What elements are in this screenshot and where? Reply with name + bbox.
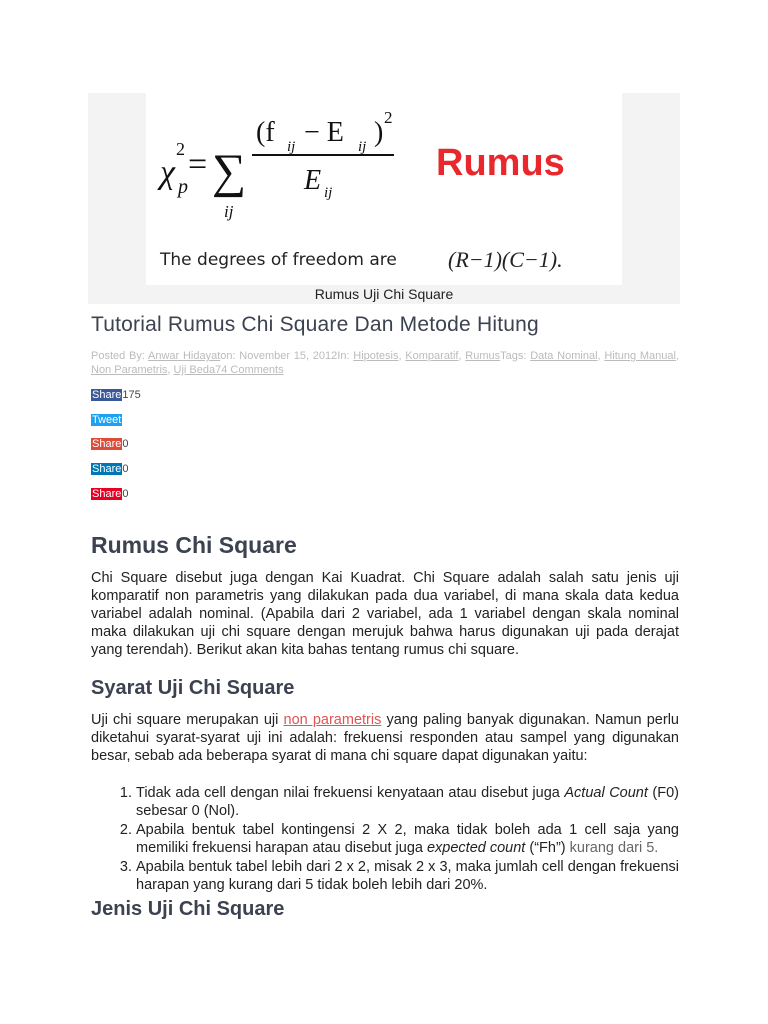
share-linkedin[interactable]: [91, 462, 128, 476]
share-linkedin-count: 0: [122, 463, 129, 475]
meta-tag-uji-beda[interactable]: Uji Beda: [173, 364, 216, 376]
meta-author-link[interactable]: Anwar Hidayat: [148, 350, 221, 362]
paragraph-syarat-uji: [91, 711, 679, 765]
share-google[interactable]: [91, 437, 128, 451]
syarat-list: [91, 784, 679, 895]
item1-em: Actual Count: [564, 785, 648, 801]
list-item: [136, 858, 679, 894]
share-pinterest[interactable]: [91, 487, 128, 501]
list-item: [136, 784, 679, 820]
formula-word: Rumus: [436, 142, 565, 184]
formula-num-close: ): [374, 117, 384, 148]
formula-denominator: E: [304, 165, 322, 196]
paragraph-rumus-chi-square: Chi Square disebut juga dengan Kai Kuadrat. Chi Square adalah salah satu jenis uji komparatif non parametris yang dilakukan pada dua variabel, di mana skala data kedua variabel adalah nominal. (Apabila dari 2 variabel, ada 1 variabel dengan skala nominal maka dilakukan uji chi square dengan merujuk bahwa harus digunakan uji pada derajat yang terendah). Berikut akan kita bahas tentang rumus chi square.: [91, 570, 679, 658]
meta-date: on: November 15, 2012: [220, 350, 338, 362]
item2-em: expected count: [426, 840, 526, 856]
item1-before: Tidak ada cell dengan nilai frekuensi kenyataan atau disebut juga: [136, 785, 565, 801]
share-twitter-button[interactable]: Tweet: [92, 414, 122, 426]
syarat-text-before: Uji chi square merupakan uji: [91, 712, 284, 728]
heading-jenis-uji: Jenis Uji Chi Square: [91, 898, 285, 920]
post-meta: Posted By: Anwar Hidayaton: November 15, 2012In: Hipotesis, Komparatif, RumusTags: Data Nominal, Hitung Manual, Non Parametris, Uji Beda74 Comments: [91, 350, 679, 376]
heading-rumus-chi-square: Rumus Chi Square: [91, 532, 297, 558]
share-pinterest-button[interactable]: Share: [92, 488, 122, 500]
item2-after: (“Fh”): [525, 840, 570, 856]
formula-num-sub2: ij: [358, 139, 367, 155]
formula-lhs-sup: 2: [176, 139, 185, 159]
formula-num-sup: 2: [384, 108, 393, 127]
post-title: Tutorial Rumus Chi Square Dan Metode Hitung: [91, 313, 539, 336]
item3-before: Apabila bentuk tabel lebih dari 2 x 2, misak 2 x 3, maka jumlah cell dengan frekuensi harapan yang kurang dari 5 tidak boleh lebih dari 20%.: [136, 859, 679, 893]
formula-num-sub1: ij: [287, 139, 296, 155]
meta-category-rumus[interactable]: Rumus: [465, 350, 501, 362]
item1-after: (F0) sebesar 0 (Nol).: [136, 785, 679, 819]
share-pinterest-count: 0: [122, 488, 129, 500]
formula-lhs-sub: p: [178, 176, 188, 198]
meta-category-komparatif[interactable]: Komparatif: [405, 350, 459, 362]
meta-tags: Tags:: [500, 350, 527, 362]
meta-tag-non-parametris[interactable]: Non Parametris: [91, 364, 168, 376]
meta-tag-data-nominal[interactable]: Data Nominal: [530, 350, 598, 362]
share-facebook[interactable]: [91, 388, 141, 402]
share-twitter[interactable]: [91, 413, 122, 427]
share-facebook-button[interactable]: Share: [92, 389, 122, 401]
formula-lhs: χ: [160, 154, 175, 191]
formula-sum-sign: ∑: [212, 145, 247, 198]
list-item: [136, 821, 679, 857]
formula-dof-text: The degrees of freedom are: [160, 250, 397, 270]
figure-caption: Rumus Uji Chi Square: [314, 286, 454, 302]
item2-before: Apabila bentuk tabel kontingensi 2 X 2, maka tidak boleh ada 1 cell saja yang memiliki frekuensi harapan atau disebut juga: [136, 822, 679, 856]
heading-syarat-uji: Syarat Uji Chi Square: [91, 677, 295, 699]
syarat-text-after: yang paling banyak digunakan. Namun perlu diketahui syarat-syarat uji ini adalah: frekuensi responden atau sampel yang digunakan besar, sebab ada beberapa syarat di mana chi square dapat digunakan yaitu:: [91, 712, 679, 764]
share-linkedin-button[interactable]: Share: [92, 463, 122, 475]
meta-in: In:: [337, 350, 350, 362]
formula-figure: [88, 93, 680, 304]
share-google-count: 0: [122, 438, 129, 450]
non-parametris-link[interactable]: non parametris: [283, 712, 382, 728]
formula-den-sub: ij: [324, 185, 333, 201]
share-facebook-count: 175: [122, 389, 141, 401]
formula-sum-index: ij: [224, 202, 234, 221]
formula-numerator: (f: [256, 117, 275, 148]
meta-posted: Posted By:: [91, 350, 145, 362]
item2-tail: kurang dari 5.: [569, 840, 659, 856]
meta-category-hipotesis[interactable]: Hipotesis: [353, 350, 399, 362]
formula-dof-math: (R−1)(C−1).: [448, 247, 563, 272]
meta-tag-hitung-manual[interactable]: Hitung Manual: [604, 350, 676, 362]
chi-square-formula-image: [146, 93, 622, 285]
formula-equals: =: [188, 146, 208, 183]
share-google-button[interactable]: Share: [92, 438, 122, 450]
meta-comments-link[interactable]: 74 Comments: [215, 364, 284, 376]
formula-num-minus: − E: [304, 117, 344, 148]
